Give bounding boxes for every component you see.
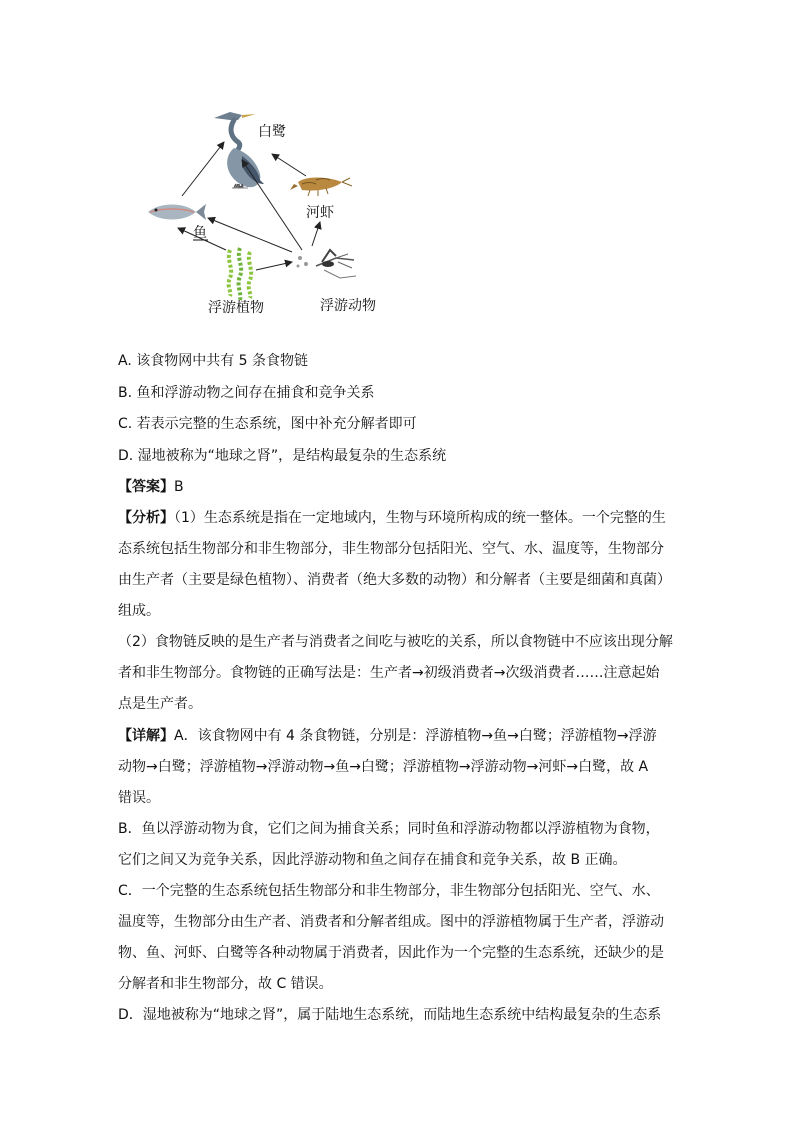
detail-option-b bbox=[118, 814, 670, 876]
arrow-zooplankton-to-fish bbox=[208, 218, 292, 252]
detail-option-c bbox=[118, 876, 670, 1000]
detail-option-d bbox=[118, 1000, 670, 1031]
option-c: C. 若表示完整的生态系统，图中补充分解者即可 bbox=[118, 416, 417, 432]
heron-label: 白鹭 bbox=[258, 124, 286, 140]
option-b: B. 鱼和浮游动物之间存在捕食和竞争关系 bbox=[118, 385, 375, 401]
phytoplankton-image bbox=[229, 248, 252, 300]
analysis-p1-line-2: 态系统包括生物部分和非生物部分，非生物部分包括阳光、空气、水、温度等，生物部分 bbox=[118, 541, 664, 557]
zooplankton-label: 浮游动物 bbox=[320, 298, 376, 314]
detail-c-line-4: 分解者和非生物部分，故 C 错误。 bbox=[118, 976, 333, 992]
detail-c-line-2: 温度等，生物部分由生产者、消费者和分解者组成。图中的浮游植物属于生产者，浮游动 bbox=[118, 914, 664, 930]
answer-tag: 【答案】 bbox=[118, 479, 174, 495]
analysis-p1-line-1: （1）生态系统是指在一定地域内，生物与环境所构成的统一整体。一个完整的生 bbox=[174, 510, 666, 526]
option-d: D. 湿地被称为“地球之肾”，是结构最复杂的生态系统 bbox=[118, 448, 447, 464]
detail-tag: 【详解】 bbox=[118, 728, 174, 744]
analysis-p1-line-3: 由生产者（主要是绿色植物）、消费者（绝大多数的动物）和分解者（主要是细菌和真菌） bbox=[118, 572, 671, 588]
fish-label: 鱼 bbox=[193, 225, 207, 241]
arrow-phytoplankton-to-zooplankton bbox=[256, 262, 292, 270]
analysis-p2-line-2: 者和非生物部分。食物链的正确写法是：生产者→初级消费者→次级消费者……注意起始 bbox=[118, 665, 660, 681]
detail-b-line-2: 它们之间又为竞争关系，因此浮游动物和鱼之间存在捕食和竞争关系，故 B 正确。 bbox=[118, 852, 627, 868]
answer-value: B bbox=[174, 479, 184, 495]
detail-c-line-1: C．一个完整的生态系统包括生物部分和非生物部分，非生物部分包括阳光、空气、水、 bbox=[118, 883, 660, 899]
answer-line bbox=[118, 477, 184, 497]
food-web-diagram bbox=[130, 100, 390, 325]
food-web-figure bbox=[130, 100, 390, 325]
analysis-tag: 【分析】 bbox=[118, 510, 174, 526]
option-a: A. 该食物网中共有 5 条食物链 bbox=[118, 353, 309, 369]
analysis-paragraph-2 bbox=[118, 627, 673, 720]
heron-image bbox=[214, 112, 264, 188]
phytoplankton-label: 浮游植物 bbox=[208, 300, 264, 316]
detail-b-line-1: B．鱼以浮游动物为食，它们之间为捕食关系；同时鱼和浮游动物都以浮游植物为食物， bbox=[118, 821, 660, 837]
shrimp-label: 河虾 bbox=[306, 205, 334, 221]
analysis-p2-line-1: （2）食物链反映的是生产者与消费者之间吃与被吃的关系，所以食物链中不应该出现分解 bbox=[118, 634, 673, 650]
arrow-shrimp-to-heron bbox=[272, 154, 306, 176]
fish-image bbox=[148, 204, 206, 220]
analysis-p2-line-3: 点是生产者。 bbox=[118, 696, 202, 712]
detail-c-line-3: 物、鱼、河虾、白鹭等各种动物属于消费者，因此作为一个完整的生态系统，还缺少的是 bbox=[118, 945, 664, 961]
detail-a-line-2: 动物→白鹭；浮游植物→浮游动物→鱼→白鹭；浮游植物→浮游动物→河虾→白鹭，故 A bbox=[118, 759, 649, 775]
arrow-zooplankton-to-shrimp bbox=[312, 222, 320, 246]
detail-a-line-1: A．该食物网中有 4 条食物链，分别是：浮游植物→鱼→白鹭；浮游植物→浮游 bbox=[174, 728, 657, 744]
zooplankton-image bbox=[297, 250, 357, 278]
analysis-paragraph-1 bbox=[118, 503, 670, 627]
shrimp-image bbox=[290, 178, 352, 197]
analysis-p1-line-4: 组成。 bbox=[118, 603, 160, 619]
detail-a-line-3: 错误。 bbox=[118, 790, 160, 806]
arrow-zooplankton-to-heron bbox=[242, 160, 302, 250]
detail-option-a bbox=[118, 721, 670, 814]
detail-d-line-1: D．湿地被称为“地球之肾”，属于陆地生态系统，而陆地生态系统中结构最复杂的生态系 bbox=[118, 1007, 662, 1023]
arrow-fish-to-heron bbox=[182, 142, 224, 196]
